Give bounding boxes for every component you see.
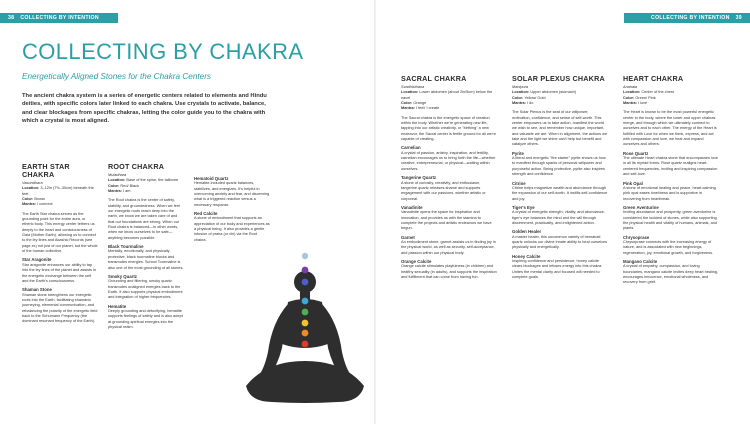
meta-label: Location: <box>22 186 40 191</box>
stone-description: Hematite-included quartz balances, stabilizes, and energizes. It's helpful in overcoming anxiety and fear, and discerning what is a triggered reaction versus a necessary response. <box>194 181 270 207</box>
chakra-title: SACRAL CHAKRA <box>401 74 467 83</box>
meta-label: Location: <box>623 90 641 95</box>
chakra-description: The Root chakra is the center of safety, stability, and groundedness. When we feel our energetic roots reach deep into the earth, we know we are taken care of and that our foundations are strong. When our Root chakra is balanced—in other words, when we know ourselves to be safe—anything becomes possible. <box>108 198 180 240</box>
stone-name: Tiger's Eye <box>512 204 535 210</box>
meta-label: Location: <box>401 90 419 95</box>
stone-entry <box>401 259 497 280</box>
stone-name: Chrysoprase <box>623 234 650 240</box>
chakra-description: The Sacral chakra is the energetic space of creation within the body. Whether we're generating new life, tapping into our artistic creativity, or "birthing" a new endeavor, the Sacral center is fertile ground for all we're capable of creating. <box>401 115 496 142</box>
chakra-dot <box>302 267 309 274</box>
page-number-left: 38 <box>8 15 15 21</box>
stone-name: Vanadinite <box>401 204 423 210</box>
page-subtitle: Energetically Aligned Stones for the Chakra Centers <box>22 72 212 81</box>
stone-description: A literal and energetic "fire starter" pyrite shows us how to manifest through sparks of personal willpower and purposeful action. Being protective, pyrite also inspires strength and confidence. <box>512 156 606 177</box>
stone-description: Deeply grounding and detoxifying, hematite supports feelings of safety and is also adept at grounding spiritual energies into the physical realm. <box>108 308 183 329</box>
chakra-section-earth-star <box>22 163 98 328</box>
chakra-section-heart <box>623 75 719 289</box>
chakra-title: EARTH STAR CHAKRA <box>22 162 70 179</box>
meta-label: Location: <box>108 178 126 183</box>
chakra-meta-row <box>108 178 184 183</box>
right-page <box>375 0 750 424</box>
stone-name: Black Tourmaline <box>108 244 144 250</box>
stone-entry <box>22 257 98 284</box>
chakra-section-sacral <box>401 75 497 283</box>
meta-value: Brown <box>34 197 46 202</box>
stone-name: Star Aragonite <box>22 257 52 263</box>
chakra-meta <box>401 85 497 112</box>
stone-description: A stone of curiosity, creativity, and enthusiasm, tangerine quartz releases shame and supports engagement with our passions, whether artistic or corporeal. <box>401 180 486 201</box>
chakra-section-solar-plexus <box>512 75 608 283</box>
meta-value: Yellow/ Gold <box>524 95 546 100</box>
running-header-right <box>624 13 750 23</box>
stone-entry <box>108 244 184 271</box>
stone-description: A stone of emotional healing and peace, heart-calming pink opal eases loneliness and is supportive in recovering from heartbreak. <box>623 185 716 201</box>
chakra-sanskrit-name: Anahata <box>623 85 638 89</box>
stone-description: A stone of embodiment that supports an appreciation of our body and experiences as a physical being. It also provides a gentle infusion of prana (or chi) via the Root chakra. <box>194 216 270 242</box>
stone-description: Shaman stone strengthens our energetic roots into the Earth, facilitating shamanic journeying, elemental communication, and rebalancing the polarity of the energetic field back to the Schumann Frequency (the dominant resonant frequency of the Earth). <box>22 292 98 324</box>
meta-value: I do <box>526 101 534 106</box>
stone-entry <box>623 205 719 232</box>
running-head-right: COLLECTING BY INTENTION <box>651 15 730 21</box>
stone-description: A crystal of empathy, compassion, and loving boundaries, mangano calcite invites deep heart healing, encourages innocence, emotional wholeness, and recovery from grief. <box>623 264 719 285</box>
meta-value: Red/ Black <box>120 183 139 188</box>
chakra-meta-row <box>401 90 497 101</box>
chakra-dot <box>302 330 309 337</box>
chakra-meta-row <box>108 189 184 194</box>
meta-label: Color: <box>108 183 120 188</box>
chakra-meta-row <box>623 101 719 106</box>
stone-entry <box>108 304 184 331</box>
meta-label: Mantra: <box>512 101 526 106</box>
meta-label: Mantra: <box>108 189 122 194</box>
chakra-sanskrit-name: Muladhara <box>108 173 127 177</box>
stone-entry <box>512 229 608 250</box>
meta-value: Orange <box>413 101 427 106</box>
stone-description: The ultimate Heart chakra stone that encompasses love in all its myriad forms. Rose quartz realigns heart-centered frequencies, inviting and inspiring compassion and self-love. <box>623 156 719 177</box>
chakra-dot <box>302 298 309 305</box>
chakra-dot <box>302 279 309 286</box>
page-title: COLLECTING BY CHAKRA <box>22 39 304 64</box>
stone-name: Smoky Quartz <box>108 273 137 279</box>
stone-entry <box>401 205 497 232</box>
stone-name: Shaman Stone <box>22 287 52 293</box>
chakra-dot <box>302 341 309 348</box>
stone-description: A master healer, this uncommon variety of hematoid quartz unlocks our divine innate ability to heal ourselves physically and energetically. <box>512 234 608 250</box>
stone-description: Mentally, emotionally, and physically protective, black tourmaline blocks and transmutes energies. School Tourmaline is also one of the most grounding of all stones. <box>108 249 184 270</box>
chakra-title: HEART CHAKRA <box>623 74 684 83</box>
stone-name: Pink Opal <box>623 180 643 186</box>
meta-value: I feel/ I create <box>415 106 440 111</box>
meditating-figure-illustration <box>242 252 368 417</box>
stone-name: Tangerine Quartz <box>401 175 437 181</box>
stone-description: An embodiment stone, garnet assists us in finding joy in the physical world, as well as security, self-acceptance, and passion within our physical body. <box>401 239 496 255</box>
chakra-meta <box>22 181 98 208</box>
meditating-figure-icon <box>246 271 364 403</box>
stone-description: Chrysoprase connects with the increasing energy of nature, and is associated with new beginnings, regeneration, joy, emotional growth, and forgiveness. <box>623 239 714 255</box>
stone-entry <box>194 211 270 243</box>
stone-description: Inspiring confidence and persistence, honey calcite clears blockages and infuses energy into this chakra. Unites the mental clarity and focused will needed to complete goals. <box>512 258 603 279</box>
stone-name: Pyrite <box>512 150 524 156</box>
intro-paragraph: The ancient chakra system is a series of energetic centers related to elements and Hindu deities, with specific colors later linked to each chakra. Use crystals to activate, balance, and clear blockages from specific chakras, letting the color guide you to the chakra with which a crystal is most aligned. <box>22 93 267 125</box>
meta-value: Center of the chest <box>641 90 674 95</box>
stone-name: Red Calcite <box>194 211 218 217</box>
stone-entry <box>401 235 497 256</box>
meta-value: I connect <box>36 202 53 207</box>
chakra-title: SOLAR PLEXUS CHAKRA <box>512 74 605 83</box>
stone-entry <box>108 274 184 301</box>
chakra-description: The Heart is known to be the most powerful energetic center in the body, where the lower and upper chakras merge, and through which we ultimately connect to ourselves and to each other. The energy of the Heart is fulfilled with Love for when we think, express, and act with compassion and love, we heal and expand ourselves and others. <box>623 110 717 147</box>
chakra-sanskrit-name: Svadhisthana <box>401 85 425 89</box>
stone-name: Golden Healer <box>512 229 542 235</box>
stone-entry <box>512 151 608 178</box>
chakra-meta <box>623 85 719 106</box>
meta-label: Mantra: <box>623 101 637 106</box>
stone-name: Garnet <box>401 234 415 240</box>
stone-entry <box>512 254 608 281</box>
running-head-left: COLLECTING BY INTENTION <box>20 15 99 21</box>
stone-name: Rose Quartz <box>623 150 649 156</box>
chakra-dots <box>302 253 309 348</box>
chakra-description: The Solar Plexus is the seat of our willpower, motivation, confidence, and sense of self-worth. This center empowers us to take action, manifest the world we wish to see, and remember how unique, important, and valuable we are. When in alignment, the actions we take and the light we shine can't help but benefit and catalyze others. <box>512 110 608 147</box>
chakra-description: The Earth Star chakra serves as the grounding point for the entire aura, or etheric body. This energy center tethers us deeply to the heart and consciousness of Gaia (Mother Earth), allowing us to connect to the ley lines and Akashic Records (see page xx) not just of our planet, but the whole of the human collective. <box>22 211 98 254</box>
chakra-dot <box>302 320 309 327</box>
stone-description: A crystal of energetic strength, vitality, and abundance, tiger's eye balances the mind and the will through discernment, practicality, and enlightened action. <box>512 210 605 225</box>
meta-label: Mantra: <box>401 106 415 111</box>
chakra-meta-row <box>22 186 98 197</box>
chakra-dot <box>302 253 308 259</box>
stone-entry <box>401 145 497 172</box>
stone-description: Inviting abundance and prosperity, green aventurine is considered the luckiest of stones, while also supporting the physical health and vitality of humans, animals, and plants. <box>623 210 718 231</box>
meta-value: Green/ Pink <box>635 95 656 100</box>
meta-label: Color: <box>512 95 524 100</box>
chakra-section-root-continued <box>194 174 270 246</box>
stone-entry <box>401 175 497 202</box>
chakra-meta-row <box>401 106 497 111</box>
stone-name: Honey Calcite <box>512 253 541 259</box>
stone-entry <box>623 181 719 202</box>
running-header-left <box>0 13 118 23</box>
stone-description: Grounding and filtering, smoky quartz transmutes unaligned energies back to the Earth. It also supports physical embodiment and integration of higher frequencies. <box>108 279 183 300</box>
chakra-dot <box>302 309 309 316</box>
meta-label: Color: <box>22 197 34 202</box>
stone-name: Citrine <box>512 180 526 186</box>
meta-value: I love <box>637 101 648 106</box>
stone-entry <box>512 181 608 202</box>
meta-value: Base of the spine, the tailbone <box>126 178 179 183</box>
meta-value: I am <box>122 189 131 194</box>
stone-description: Citrine helps magnetize wealth and abundance through the expansion of our self-worth. It instills self-confidence and joy. <box>512 185 608 201</box>
chakra-title: ROOT CHAKRA <box>108 162 165 171</box>
chakra-meta <box>108 173 184 194</box>
stone-description: Star aragonite enhances our ability to tap into the ley lines of the planet and assists in the energetic exchange between the self and the Earth's consciousness. <box>22 262 97 283</box>
stone-name: Mangano Calcite <box>623 258 658 264</box>
stone-entry <box>194 176 270 208</box>
meta-value: Upper abdomen (stomach) <box>530 90 577 95</box>
stone-entry <box>22 287 98 324</box>
chakra-sanskrit-name: Manipura <box>512 85 529 89</box>
meta-label: Location: <box>512 90 530 95</box>
stone-name: Hematoid Quartz <box>194 176 229 181</box>
stone-name: Carnelian <box>401 145 421 151</box>
chakra-meta-row <box>512 101 608 106</box>
chakra-section-root <box>108 163 184 333</box>
meta-label: Color: <box>401 101 413 106</box>
chakra-meta <box>512 85 608 106</box>
stone-name: Green Aventurine <box>623 204 659 210</box>
meta-value: 3–12in (7½–30cm) beneath the feet <box>22 186 94 196</box>
page-number-right: 39 <box>735 15 742 21</box>
meta-label: Color: <box>623 95 635 100</box>
stone-entry <box>623 151 719 178</box>
stone-name: Hematite <box>108 303 127 309</box>
chakra-meta-row <box>22 202 98 207</box>
stone-name: Orange Calcite <box>401 258 432 264</box>
meta-label: Mantra: <box>22 202 36 207</box>
stone-entry <box>623 235 719 256</box>
chakra-sanskrit-name: Vasundhara <box>22 181 43 185</box>
stone-description: Orange calcite stimulates playfulness (in children) and healthy sexuality (in adults), and supports the inspiration and fulfillment that can come from having fun. <box>401 264 497 279</box>
stone-description: A crystal of passion, artistry, inspiration, and fertility, carnelian encourages us to bring forth the life—whether creative, entrepreneurial, or physical—waiting within ourselves. <box>401 150 496 171</box>
meta-value: Lower abdomen (about 2in/5cm) below the navel <box>401 90 493 100</box>
stone-entry <box>512 205 608 226</box>
stone-description: Vanadinite opens the space for inspiration and innovation, and provides us with the stamina to complete the projects and artistic endeavors we have begun. <box>401 210 492 231</box>
stone-entry <box>623 259 719 286</box>
